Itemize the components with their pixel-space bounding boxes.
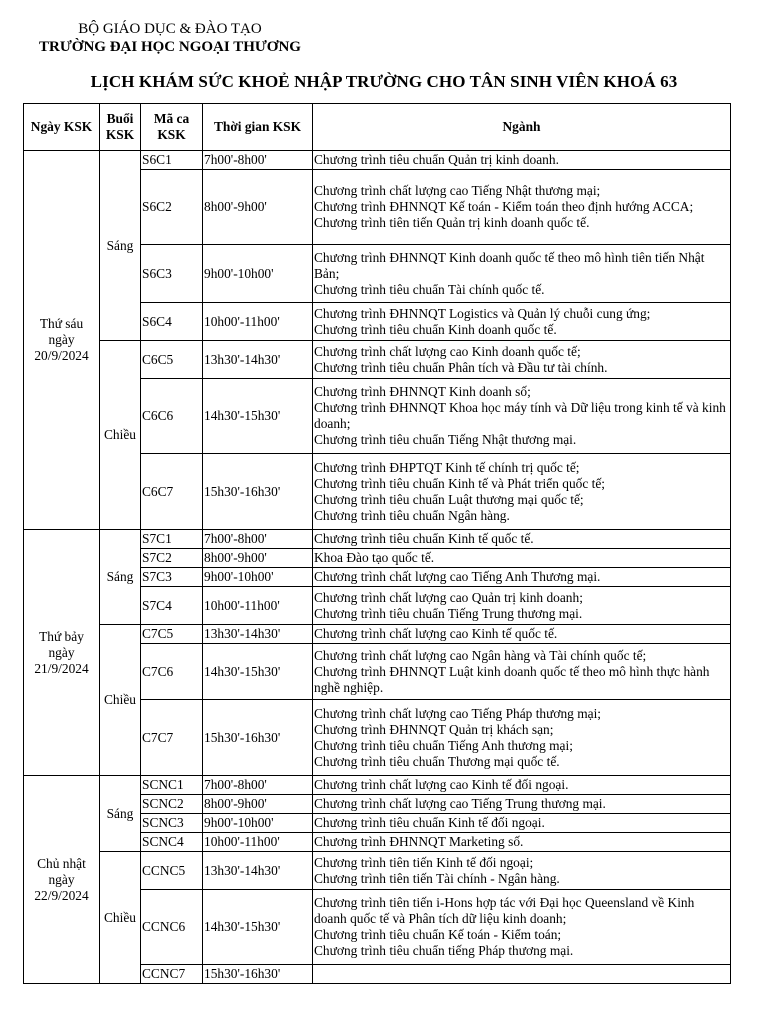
day-label-line: ngày [48, 644, 75, 660]
session-cell: Chiều [100, 852, 141, 984]
major-line: Chương trình tiêu chuẩn Kinh doanh quốc tế. [314, 321, 557, 337]
schedule-table [23, 103, 731, 984]
slot-majors-cell [313, 341, 731, 379]
slot-code-cell: C6C6 [141, 379, 203, 454]
table-row [24, 530, 731, 549]
slot-time-cell: 10h00'-11h00' [203, 587, 313, 625]
major-line: Chương trình ĐHNNQT Kinh doanh quốc tế theo mô hình tiên tiến Nhật Bản; [314, 249, 705, 281]
session-cell: Sáng [100, 151, 141, 341]
session-cell: Chiều [100, 341, 141, 530]
day-cell [24, 776, 100, 984]
day-label-line: Thứ bảy [39, 628, 84, 644]
major-line: Khoa Đào tạo quốc tế. [314, 550, 435, 565]
column-header-major: Ngành [313, 104, 731, 151]
slot-code-cell: SCNC4 [141, 833, 203, 852]
slot-majors-cell [313, 890, 731, 965]
major-line: Chương trình chất lượng cao Quản trị kinh doanh; [314, 589, 583, 605]
session-cell: Sáng [100, 776, 141, 852]
major-line: Chương trình chất lượng cao Kinh tế quốc tế. [314, 626, 558, 641]
day-cell [24, 530, 100, 776]
slot-majors-cell [313, 245, 731, 303]
major-line: Chương trình ĐHNNQT Khoa học máy tính và Dữ liệu trong kinh tế và kinh doanh; [314, 400, 726, 431]
major-line: Chương trình tiêu chuẩn Tiếng Nhật thương mại. [314, 432, 577, 447]
day-cell [24, 151, 100, 530]
slot-time-cell: 14h30'-15h30' [203, 644, 313, 700]
major-line: Chương trình tiên tiến Kinh tế đối ngoại; [314, 854, 534, 870]
slot-time-cell: 9h00'-10h00' [203, 245, 313, 303]
major-line: Chương trình tiêu chuẩn Phân tích và Đầu tư tài chính. [314, 359, 608, 375]
slot-majors-cell [313, 644, 731, 700]
column-header-session: Buổi KSK [100, 104, 141, 151]
slot-time-cell: 7h00'-8h00' [203, 151, 313, 170]
major-line: Chương trình chất lượng cao Tiếng Pháp thương mại; [314, 705, 602, 721]
slot-code-cell: SCNC3 [141, 814, 203, 833]
slot-majors-cell [313, 833, 731, 852]
slot-code-cell: SCNC1 [141, 776, 203, 795]
slot-code-cell: S7C3 [141, 568, 203, 587]
slot-majors-cell [313, 795, 731, 814]
slot-majors-cell [313, 530, 731, 549]
slot-time-cell: 9h00'-10h00' [203, 814, 313, 833]
slot-majors-cell [313, 625, 731, 644]
slot-time-cell: 8h00'-9h00' [203, 795, 313, 814]
table-row [24, 341, 731, 379]
slot-time-cell: 15h30'-16h30' [203, 700, 313, 776]
schedule-body [24, 151, 731, 984]
major-line: Chương trình tiêu chuẩn Kinh tế và Phát triển quốc tế; [314, 475, 606, 491]
major-line: Chương trình tiên tiến Quản trị kinh doanh quốc tế. [314, 215, 590, 230]
major-line: Chương trình tiêu chuẩn Kinh tế quốc tế. [314, 531, 534, 546]
table-row [24, 776, 731, 795]
major-line: Chương trình ĐHNNQT Logistics và Quản lý chuỗi cung ứng; [314, 305, 651, 321]
major-line: Chương trình tiêu chuẩn Thương mại quốc tế. [314, 753, 560, 769]
table-row [24, 151, 731, 170]
major-line: Chương trình tiêu chuẩn Kế toán - Kiểm toán; [314, 927, 562, 942]
slot-majors-cell [313, 700, 731, 776]
day-label-line: ngày [48, 332, 75, 347]
major-line: Chương trình tiêu chuẩn Luật thương mại quốc tế; [314, 491, 584, 507]
major-line: Chương trình chất lượng cao Kinh tế đối ngoại. [314, 777, 569, 792]
major-line: Chương trình tiêu chuẩn tiếng Pháp thương mại. [314, 943, 574, 958]
session-cell: Sáng [100, 530, 141, 625]
slot-time-cell: 14h30'-15h30' [203, 890, 313, 965]
slot-majors-cell [313, 303, 731, 341]
column-header-day: Ngày KSK [24, 104, 100, 151]
slot-majors-cell [313, 170, 731, 245]
major-line: Chương trình tiêu chuẩn Tài chính quốc tế. [314, 281, 545, 297]
table-row [24, 852, 731, 890]
slot-code-cell: S6C4 [141, 303, 203, 341]
slot-majors-cell [313, 568, 731, 587]
table-row [24, 625, 731, 644]
major-line: Chương trình ĐHNNQT Luật kinh doanh quốc tế theo mô hình thực hành nghề nghiệp. [314, 663, 710, 695]
slot-time-cell: 7h00'-8h00' [203, 530, 313, 549]
slot-majors-cell [313, 151, 731, 170]
slot-majors-cell [313, 965, 731, 984]
slot-time-cell: 13h30'-14h30' [203, 341, 313, 379]
slot-code-cell: CCNC7 [141, 965, 203, 984]
major-line: Chương trình tiên tiến Tài chính - Ngân hàng. [314, 870, 560, 886]
day-label-line: 20/9/2024 [34, 348, 89, 363]
slot-code-cell: S7C2 [141, 549, 203, 568]
slot-code-cell: S6C3 [141, 245, 203, 303]
major-line: Chương trình chất lượng cao Tiếng Anh Thương mại. [314, 569, 601, 584]
major-line: Chương trình ĐHPTQT Kinh tế chính trị quốc tế; [314, 459, 580, 475]
major-line: Chương trình chất lượng cao Tiếng Nhật thương mại; [314, 183, 601, 198]
slot-code-cell: C6C7 [141, 454, 203, 530]
slot-time-cell: 8h00'-9h00' [203, 170, 313, 245]
slot-time-cell: 13h30'-14h30' [203, 852, 313, 890]
slot-code-cell: C7C5 [141, 625, 203, 644]
document-header [0, 20, 340, 56]
session-cell: Chiều [100, 625, 141, 776]
major-line: Chương trình chất lượng cao Kinh doanh quốc tế; [314, 343, 581, 359]
major-line: Chương trình ĐHNNQT Marketing số. [314, 834, 524, 849]
major-line: Chương trình ĐHNNQT Quản trị khách sạn; [314, 721, 554, 737]
document-title: LỊCH KHÁM SỨC KHOẺ NHẬP TRƯỜNG CHO TÂN SINH VIÊN KHOÁ 63 [90, 72, 678, 91]
major-line: Chương trình tiêu chuẩn Kinh tế đối ngoại. [314, 815, 545, 830]
day-label-line: ngày [48, 871, 75, 887]
slot-code-cell: S7C1 [141, 530, 203, 549]
major-line: Chương trình tiêu chuẩn Ngân hàng. [314, 507, 510, 523]
school-name: TRƯỜNG ĐẠI HỌC NGOẠI THƯƠNG [39, 39, 301, 55]
slot-code-cell: C6C5 [141, 341, 203, 379]
slot-time-cell: 10h00'-11h00' [203, 833, 313, 852]
major-line: Chương trình tiêu chuẩn Tiếng Trung thương mại. [314, 605, 583, 621]
slot-majors-cell [313, 549, 731, 568]
slot-code-cell: S7C4 [141, 587, 203, 625]
major-line: Chương trình tiêu chuẩn Tiếng Anh thương mại; [314, 737, 573, 753]
column-header-code: Mã ca KSK [141, 104, 203, 151]
slot-time-cell: 14h30'-15h30' [203, 379, 313, 454]
slot-majors-cell [313, 379, 731, 454]
slot-code-cell: C7C7 [141, 700, 203, 776]
slot-code-cell: S6C2 [141, 170, 203, 245]
slot-time-cell: 10h00'-11h00' [203, 303, 313, 341]
major-line: Chương trình tiên tiến i-Hons hợp tác với Đại học Queensland về Kinh doanh quốc tế và Phân tích dữ liệu kinh doanh; [314, 895, 695, 926]
slot-majors-cell [313, 776, 731, 795]
day-label-line: Chủ nhật [37, 855, 86, 871]
slot-time-cell: 13h30'-14h30' [203, 625, 313, 644]
major-line: Chương trình tiêu chuẩn Quản trị kinh doanh. [314, 152, 559, 167]
ministry-name: BỘ GIÁO DỤC & ĐÀO TẠO [78, 21, 262, 37]
slot-code-cell: CCNC5 [141, 852, 203, 890]
slot-code-cell: SCNC2 [141, 795, 203, 814]
slot-time-cell: 9h00'-10h00' [203, 568, 313, 587]
column-header-time: Thời gian KSK [203, 104, 313, 151]
slot-majors-cell [313, 852, 731, 890]
slot-time-cell: 7h00'-8h00' [203, 776, 313, 795]
slot-code-cell: CCNC6 [141, 890, 203, 965]
major-line: Chương trình chất lượng cao Tiếng Trung thương mại. [314, 796, 606, 811]
table-header-row [24, 104, 731, 151]
major-line: Chương trình chất lượng cao Ngân hàng và Tài chính quốc tế; [314, 647, 647, 663]
day-label-line: Thứ sáu [39, 316, 84, 331]
slot-time-cell: 15h30'-16h30' [203, 454, 313, 530]
slot-code-cell: S6C1 [141, 151, 203, 170]
day-label-line: 22/9/2024 [34, 887, 89, 903]
day-label-line: 21/9/2024 [34, 660, 89, 676]
slot-time-cell: 8h00'-9h00' [203, 549, 313, 568]
slot-majors-cell [313, 587, 731, 625]
major-line: Chương trình ĐHNNQT Kinh doanh số; [314, 384, 531, 399]
slot-majors-cell [313, 814, 731, 833]
slot-code-cell: C7C6 [141, 644, 203, 700]
major-line: Chương trình ĐHNNQT Kế toán - Kiểm toán theo định hướng ACCA; [314, 199, 694, 214]
slot-majors-cell [313, 454, 731, 530]
slot-time-cell: 15h30'-16h30' [203, 965, 313, 984]
